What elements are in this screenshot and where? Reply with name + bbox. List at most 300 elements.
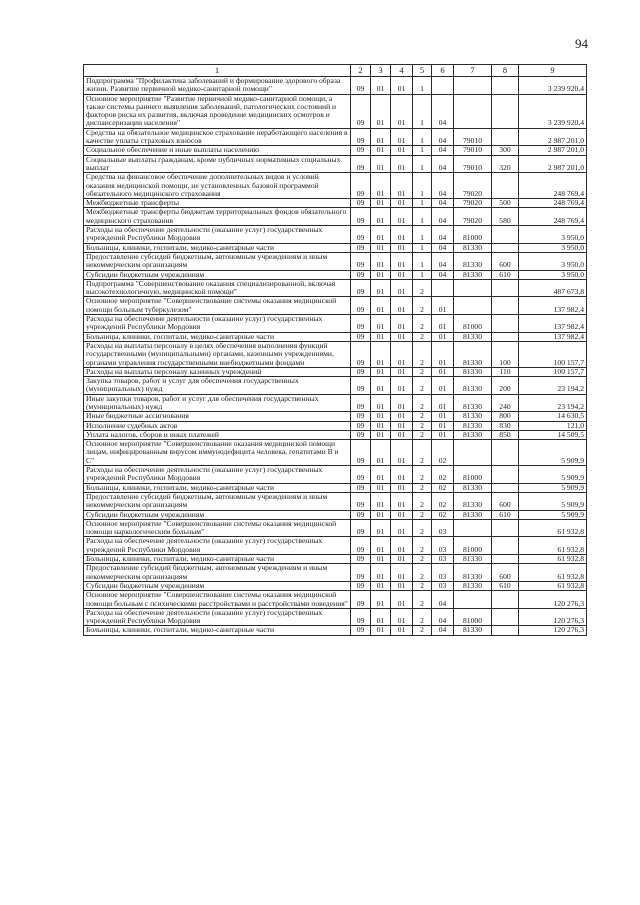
code-cell: 01 [432,332,454,341]
row-name: Больницы, клиники, госпитали, медико-санитарные части [84,483,351,492]
code-cell: 09 [351,243,371,252]
amount-cell: 137 982,4 [519,332,587,341]
row-name: Основное мероприятие "Совершенствование системы оказания медицинской помощи больным туберкулезом" [84,297,351,315]
code-cell: 02 [432,440,454,466]
table-body [84,77,587,636]
amount-cell: 100 157,7 [519,341,587,367]
code-cell: 1 [413,208,432,226]
code-cell: 01 [391,315,413,333]
amount-cell: 248 769,4 [519,199,587,208]
row-name: Социальное обеспечение и иные выплаты населению [84,146,351,155]
code-cell: 01 [391,394,413,412]
code-cell [454,519,492,537]
code-cell: 580 [492,208,519,226]
code-cell [492,297,519,315]
code-cell: 300 [492,146,519,155]
code-cell [492,128,519,146]
row-name: Средства на финансовое обеспечение дополнительных видов и условий оказания медицинской помощи, не установленных базовой программой обязательного медицинского страхования [84,173,351,199]
code-cell: 04 [432,591,454,609]
code-cell: 830 [492,421,519,430]
code-cell [492,243,519,252]
amount-cell: 121,0 [519,421,587,430]
code-cell: 01 [432,315,454,333]
code-cell: 79020 [454,208,492,226]
amount-cell: 3 239 920,4 [519,94,587,128]
code-cell: 01 [371,332,391,341]
code-cell: 81000 [454,226,492,244]
code-cell: 04 [432,155,454,173]
code-cell: 01 [391,77,413,95]
code-cell: 01 [432,341,454,367]
code-cell: 09 [351,315,371,333]
code-cell: 1 [413,199,432,208]
column-number-row [84,65,587,77]
code-cell: 01 [391,279,413,297]
code-cell: 01 [391,94,413,128]
code-cell [454,77,492,95]
code-cell: 2 [413,440,432,466]
row-name: Социальные выплаты гражданам, кроме публичных нормативных социальных выплат [84,155,351,173]
row-name: Предоставление субсидий бюджетным, автономным учреждениям и иным некоммерческим организациям [84,492,351,510]
code-cell: 09 [351,564,371,582]
code-cell: 1 [413,77,432,95]
amount-cell: 61 932,8 [519,555,587,564]
code-cell: 01 [391,564,413,582]
code-cell [432,279,454,297]
code-cell: 01 [432,430,454,439]
code-cell: 09 [351,208,371,226]
code-cell [492,94,519,128]
row-name: Средства на обязательное медицинское страхование неработающего населения в качестве уплаты страховых взносов [84,128,351,146]
amount-cell: 14 630,5 [519,412,587,421]
table-row [84,440,587,466]
page-number: 94 [575,36,588,51]
code-cell [432,77,454,95]
code-cell: 03 [432,519,454,537]
code-cell: 02 [432,492,454,510]
column-header: 4 [391,65,413,77]
amount-cell: 5 909,9 [519,492,587,510]
row-name: Подпрограмма "Совершенствование оказания специализированной, включая высокотехнологичную, медицинской помощи" [84,279,351,297]
table-row [84,173,587,199]
table-row [84,199,587,208]
code-cell: 09 [351,173,371,199]
amount-cell: 3 950,0 [519,270,587,279]
code-cell: 850 [492,430,519,439]
row-name: Расходы на обеспечение деятельности (оказание услуг) государственных учреждений Республики Мордовия [84,537,351,555]
code-cell: 09 [351,519,371,537]
code-cell: 81330 [454,367,492,376]
table-row [84,483,587,492]
amount-cell: 3 950,0 [519,252,587,270]
code-cell: 2 [413,564,432,582]
code-cell: 81330 [454,510,492,519]
code-cell: 2 [413,394,432,412]
amount-cell: 5 909,9 [519,510,587,519]
code-cell: 79010 [454,155,492,173]
amount-cell: 23 194,2 [519,377,587,395]
code-cell: 2 [413,537,432,555]
code-cell: 81330 [454,252,492,270]
table-row [84,555,587,564]
table-row [84,519,587,537]
row-name: Расходы на обеспечение деятельности (оказание услуг) государственных учреждений Республики Мордовия [84,226,351,244]
amount-cell: 248 769,4 [519,208,587,226]
code-cell: 81000 [454,466,492,484]
code-cell [492,519,519,537]
code-cell [492,279,519,297]
amount-cell: 100 157,7 [519,367,587,376]
column-header: 8 [492,65,519,77]
code-cell: 09 [351,199,371,208]
table-row [84,626,587,635]
code-cell: 79010 [454,146,492,155]
code-cell: 04 [432,208,454,226]
code-cell: 81330 [454,492,492,510]
code-cell: 01 [391,440,413,466]
code-cell: 01 [391,332,413,341]
code-cell: 01 [371,367,391,376]
row-name: Субсидии бюджетным учреждениям [84,270,351,279]
row-name: Иные бюджетные ассигнования [84,412,351,421]
code-cell: 09 [351,77,371,95]
code-cell: 09 [351,440,371,466]
code-cell: 04 [432,128,454,146]
code-cell: 01 [371,555,391,564]
code-cell: 01 [371,173,391,199]
code-cell: 01 [391,581,413,590]
code-cell [492,315,519,333]
row-name: Расходы на обеспечение деятельности (оказание услуг) государственных учреждений Республики Мордовия [84,315,351,333]
code-cell: 01 [432,394,454,412]
amount-cell: 3 239 920,4 [519,77,587,95]
table-row [84,146,587,155]
code-cell: 81330 [454,483,492,492]
table-row [84,128,587,146]
table-row [84,608,587,626]
code-cell: 610 [492,510,519,519]
code-cell: 01 [371,199,391,208]
table-row [84,332,587,341]
code-cell [492,537,519,555]
row-name: Субсидии бюджетным учреждениям [84,510,351,519]
code-cell: 81330 [454,341,492,367]
code-cell: 01 [371,608,391,626]
code-cell: 01 [371,77,391,95]
code-cell: 81330 [454,332,492,341]
code-cell: 09 [351,421,371,430]
row-name: Больницы, клиники, госпитали, медико-санитарные части [84,332,351,341]
amount-cell: 3 950,0 [519,243,587,252]
table-row [84,367,587,376]
code-cell: 01 [391,226,413,244]
amount-cell: 487 673,8 [519,279,587,297]
code-cell: 01 [371,155,391,173]
code-cell: 01 [391,146,413,155]
code-cell: 03 [432,537,454,555]
code-cell: 81000 [454,315,492,333]
amount-cell: 14 509,5 [519,430,587,439]
table-row [84,430,587,439]
code-cell: 2 [413,341,432,367]
code-cell: 1 [413,94,432,128]
code-cell: 03 [432,564,454,582]
code-cell: 1 [413,173,432,199]
row-name: Уплата налогов, сборов и иных платежей [84,430,351,439]
code-cell: 09 [351,341,371,367]
code-cell: 02 [432,466,454,484]
code-cell: 01 [371,297,391,315]
code-cell: 2 [413,608,432,626]
code-cell: 01 [371,128,391,146]
code-cell: 09 [351,412,371,421]
amount-cell: 120 276,3 [519,591,587,609]
code-cell: 81330 [454,270,492,279]
code-cell: 01 [371,394,391,412]
code-cell: 01 [391,492,413,510]
code-cell: 2 [413,412,432,421]
code-cell: 1 [413,155,432,173]
code-cell: 01 [391,430,413,439]
table-row [84,315,587,333]
code-cell: 09 [351,608,371,626]
code-cell: 01 [371,564,391,582]
code-cell: 01 [391,173,413,199]
table-row [84,394,587,412]
code-cell: 110 [492,367,519,376]
table-row [84,297,587,315]
row-name: Подпрограмма "Профилактика заболеваний и формирование здорового образа жизни. Развитие первичной медико-санитарной помощи" [84,77,351,95]
code-cell [454,297,492,315]
code-cell: 01 [391,155,413,173]
code-cell: 81330 [454,564,492,582]
table-row [84,581,587,590]
code-cell: 01 [391,243,413,252]
code-cell: 2 [413,483,432,492]
code-cell: 01 [371,243,391,252]
code-cell: 01 [371,226,391,244]
code-cell: 2 [413,510,432,519]
code-cell: 01 [391,608,413,626]
code-cell: 01 [391,377,413,395]
code-cell: 09 [351,581,371,590]
row-name: Основное мероприятие "Развитие первичной медико-санитарной помощи, а также системы раннего выявления заболеваний, патологических состояний и факторов риска их развития, включая проведение медицинских осмотров и диспансеризации населения" [84,94,351,128]
row-name: Межбюджетные трансферты [84,199,351,208]
code-cell: 09 [351,555,371,564]
code-cell: 2 [413,279,432,297]
code-cell [454,279,492,297]
code-cell: 01 [391,421,413,430]
row-name: Закупка товаров, работ и услуг для обеспечения государственных (муниципальных) нужд [84,377,351,395]
code-cell: 09 [351,128,371,146]
code-cell: 01 [391,626,413,635]
code-cell: 81330 [454,394,492,412]
code-cell: 09 [351,591,371,609]
code-cell: 81330 [454,377,492,395]
code-cell [492,226,519,244]
table-row [84,466,587,484]
amount-cell: 2 987 201,0 [519,155,587,173]
code-cell: 01 [371,208,391,226]
amount-cell: 137 982,4 [519,315,587,333]
code-cell: 01 [391,367,413,376]
row-name: Основное мероприятие "Совершенствование системы оказания медицинской помощи больным с психическими расстройствами и расстройствами поведения" [84,591,351,609]
code-cell: 09 [351,367,371,376]
code-cell: 81000 [454,608,492,626]
amount-cell: 120 276,3 [519,608,587,626]
amount-cell: 120 276,3 [519,626,587,635]
table-row [84,243,587,252]
code-cell: 01 [391,270,413,279]
code-cell: 09 [351,430,371,439]
code-cell: 09 [351,466,371,484]
code-cell: 01 [371,421,391,430]
table-row [84,252,587,270]
table-row [84,77,587,95]
table-row [84,421,587,430]
code-cell: 01 [371,483,391,492]
code-cell: 04 [432,199,454,208]
code-cell: 01 [371,341,391,367]
code-cell [454,440,492,466]
row-name: Больницы, клиники, госпитали, медико-санитарные части [84,555,351,564]
code-cell: 09 [351,537,371,555]
row-name: Предоставление субсидий бюджетным, автономным учреждениям и иным некоммерческим организациям [84,564,351,582]
code-cell [454,591,492,609]
row-name: Расходы на обеспечение деятельности (оказание услуг) государственных учреждений Республики Мордовия [84,466,351,484]
code-cell: 1 [413,243,432,252]
code-cell: 04 [432,226,454,244]
row-name: Расходы на выплаты персоналу казенных учреждений [84,367,351,376]
code-cell: 81330 [454,421,492,430]
amount-cell: 23 194,2 [519,394,587,412]
code-cell: 2 [413,626,432,635]
code-cell: 79020 [454,199,492,208]
row-name: Иные закупки товаров, работ и услуг для обеспечения государственных (муниципальных) нужд [84,394,351,412]
code-cell: 01 [391,466,413,484]
code-cell: 01 [371,315,391,333]
code-cell: 100 [492,341,519,367]
code-cell: 01 [371,591,391,609]
table-row [84,564,587,582]
code-cell: 2 [413,332,432,341]
table-row [84,510,587,519]
code-cell: 01 [432,377,454,395]
table-row [84,377,587,395]
code-cell: 81330 [454,581,492,590]
code-cell: 2 [413,519,432,537]
code-cell [492,555,519,564]
code-cell: 01 [432,367,454,376]
column-header: 5 [413,65,432,77]
amount-cell: 3 950,0 [519,226,587,244]
code-cell: 600 [492,252,519,270]
code-cell: 04 [432,626,454,635]
row-name: Больницы, клиники, госпитали, медико-санитарные части [84,243,351,252]
code-cell: 81000 [454,537,492,555]
table-row [84,208,587,226]
code-cell: 04 [432,243,454,252]
code-cell [492,483,519,492]
code-cell: 600 [492,492,519,510]
code-cell: 04 [432,173,454,199]
table-row [84,94,587,128]
code-cell: 09 [351,492,371,510]
row-name: Предоставление субсидий бюджетным, автономным учреждениям и иным некоммерческим организациям [84,252,351,270]
table-row [84,537,587,555]
code-cell: 1 [413,270,432,279]
code-cell: 09 [351,626,371,635]
code-cell [492,466,519,484]
code-cell: 610 [492,581,519,590]
table-row [84,341,587,367]
code-cell: 01 [371,440,391,466]
code-cell: 01 [391,591,413,609]
amount-cell: 5 909,9 [519,466,587,484]
code-cell: 04 [432,270,454,279]
column-header: 1 [84,65,351,77]
code-cell: 1 [413,226,432,244]
amount-cell: 2 987 201,0 [519,146,587,155]
code-cell: 01 [391,128,413,146]
amount-cell: 5 909,9 [519,483,587,492]
code-cell: 09 [351,94,371,128]
table-row [84,270,587,279]
code-cell: 79020 [454,173,492,199]
row-name: Основное мероприятие "Совершенствование оказания медицинской помощи лицам, инфицированным вирусом иммунодефицита человека, гепатитами В и С" [84,440,351,466]
code-cell: 01 [391,555,413,564]
code-cell: 01 [391,297,413,315]
code-cell: 04 [432,252,454,270]
code-cell: 01 [371,270,391,279]
code-cell: 2 [413,315,432,333]
code-cell: 01 [371,581,391,590]
code-cell: 2 [413,367,432,376]
code-cell: 01 [371,519,391,537]
code-cell: 01 [391,537,413,555]
code-cell: 01 [371,146,391,155]
code-cell: 02 [432,483,454,492]
code-cell: 09 [351,377,371,395]
code-cell: 240 [492,394,519,412]
code-cell: 09 [351,270,371,279]
code-cell: 01 [371,430,391,439]
table-row [84,155,587,173]
code-cell: 01 [371,377,391,395]
code-cell: 01 [432,421,454,430]
code-cell: 01 [371,626,391,635]
row-name: Расходы на обеспечение деятельности (оказание услуг) государственных учреждений Республики Мордовия [84,608,351,626]
amount-cell: 61 932,8 [519,564,587,582]
amount-cell: 2 987 201,0 [519,128,587,146]
table-row [84,226,587,244]
code-cell [492,591,519,609]
code-cell: 1 [413,146,432,155]
code-cell: 2 [413,466,432,484]
column-header: 7 [454,65,492,77]
code-cell: 02 [432,510,454,519]
code-cell [492,332,519,341]
code-cell: 01 [391,519,413,537]
column-header: 9 [519,65,587,77]
code-cell: 04 [432,146,454,155]
code-cell: 01 [371,466,391,484]
code-cell: 81330 [454,243,492,252]
code-cell: 600 [492,564,519,582]
row-name: Расходы на выплаты персоналу в целях обеспечения выполнения функций государственными (муниципальными) органами, казенными учреждениями, органами управления государственными внебюджетными фондами [84,341,351,367]
code-cell: 2 [413,377,432,395]
code-cell: 09 [351,394,371,412]
